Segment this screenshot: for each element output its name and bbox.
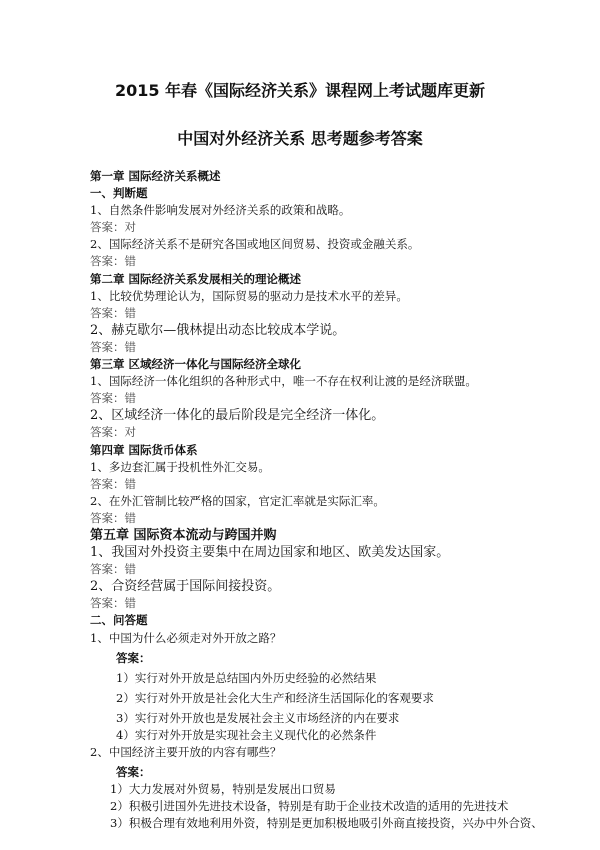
answer-text: 答案：错 [90,562,136,577]
section-heading: 二、问答题 [90,613,148,628]
question-text: 1、比较优势理论认为，国际贸易的驱动力是技术水平的差异。 [90,288,408,303]
chapter-heading: 第三章 区域经济一体化与国际经济全球化 [90,357,302,372]
answer-text: 答案：错 [90,305,136,320]
answer-text: 答案：错 [90,510,136,525]
question-text: 1、自然条件影响发展对外经济关系的政策和战略。 [90,203,351,218]
answer-label: 答案： [116,650,151,665]
question-text: 2、赫克歇尔—俄林提出动态比较成本学说。 [90,322,346,338]
chapter-heading: 第五章 国际资本流动与跨国并购 [90,527,277,543]
section-heading: 一、判断题 [90,186,148,201]
document-subtitle: 中国对外经济关系 思考题参考答案 [177,129,423,148]
chapter-heading: 第一章 国际经济关系概述 [90,169,221,183]
answer-point: 1）实行对外开放是总结国内外历史经验的必然结果 [116,670,377,685]
answer-point: 4）实行对外开放是实现社会主义现代化的必然条件 [116,728,377,742]
answer-text: 答案：错 [90,254,136,269]
question-text: 2、在外汇管制比较严格的国家，官定汇率就是实际汇率。 [90,493,385,508]
question-text: 1、多边套汇属于投机性外汇交易。 [90,459,270,474]
answer-text: 答案：对 [90,425,136,440]
answer-text: 答案：错 [90,596,136,611]
answer-text: 答案：对 [90,220,136,235]
answer-point: 3）实行对外开放也是发展社会主义市场经济的内在要求 [116,710,400,725]
question-text: 1、我国对外投资主要集中在周边国家和地区、欧美发达国家。 [90,545,450,561]
document-title: 2015 年春《国际经济关系》课程网上考试题库更新 [114,81,486,100]
answer-label: 答案： [116,765,151,780]
answer-point: 3）积极合理有效地利用外资，特别是更加积极地吸引外商直接投资，兴办中外合资、 [110,816,543,831]
answer-text: 答案：错 [90,339,136,354]
answer-text: 答案：错 [90,476,136,491]
document-body [90,168,560,833]
answer-point: 2）积极引进国外先进技术设备，特别是有助于企业技术改造的适用的先进技术 [110,799,509,814]
answer-point: 2）实行对外开放是社会化大生产和经济生活国际化的客观要求 [116,690,434,705]
answer-text: 答案：错 [90,391,136,406]
chapter-heading: 第四章 国际货币体系 [90,442,198,457]
question-text: 2、国际经济关系不是研究各国或地区间贸易、投资或金融关系。 [90,237,420,252]
question-text: 2、区域经济一体化的最后阶段是完全经济一体化。 [90,408,385,424]
question-text: 2、中国经济主要开放的内容有哪些？ [90,745,282,760]
answer-point: 1）大力发展对外贸易，特别是发展出口贸易 [110,782,336,797]
question-text: 1、国际经济一体化组织的各种形式中，唯一不存在权利让渡的是经济联盟。 [90,374,477,389]
question-text: 2、合资经营属于国际间接投资。 [90,579,281,595]
question-text: 1、中国为什么必须走对外开放之路？ [90,630,282,645]
chapter-heading: 第二章 国际经济关系发展相关的理论概述 [90,271,302,286]
